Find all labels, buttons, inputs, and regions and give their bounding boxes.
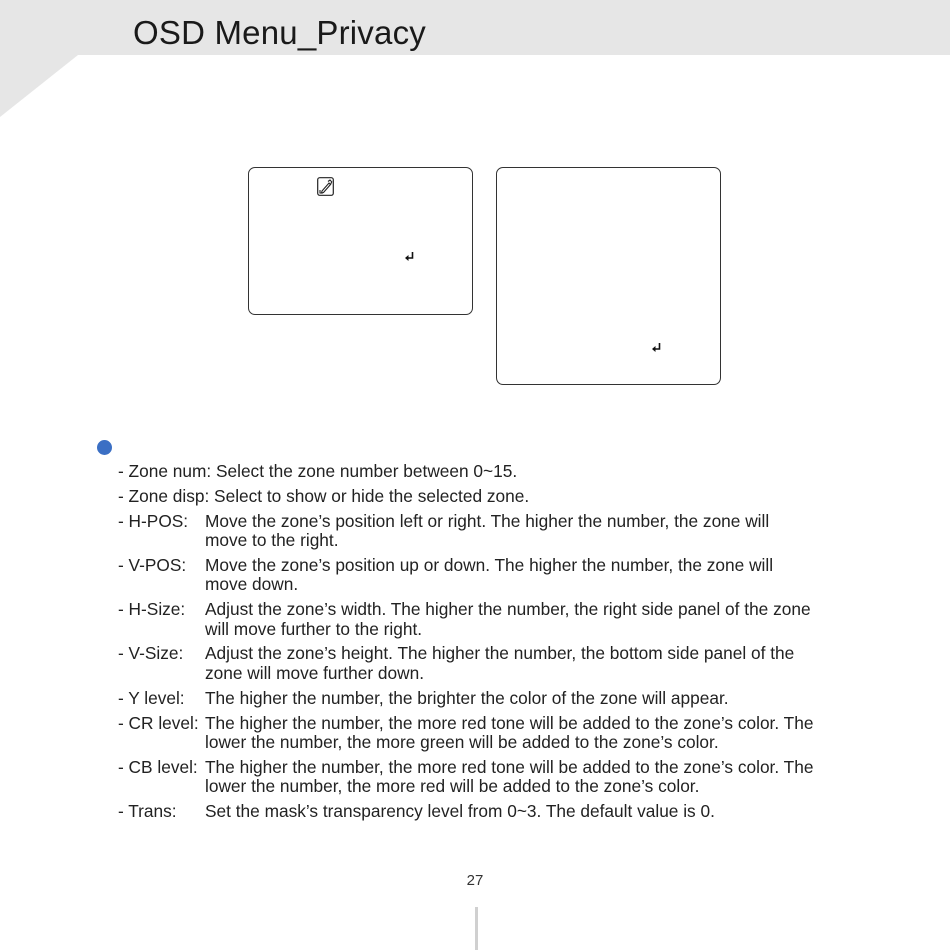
item-label: - CB level: xyxy=(118,756,198,777)
enter-key-icon xyxy=(651,342,662,353)
footer-divider xyxy=(475,907,478,950)
list-item-zone-num xyxy=(118,462,878,482)
section-bullet-icon xyxy=(97,440,112,455)
item-description: The higher the number, the more red tone will be added to the zone’s color. The lower the number, the more green will be added to the zone’s color. xyxy=(205,712,814,753)
enter-key-icon xyxy=(404,251,415,262)
item-description: Adjust the zone’s width. The higher the number, the right side panel of the zone will move further to the right. xyxy=(205,599,811,639)
list-item-cr-level xyxy=(118,714,878,753)
item-label: - V-Size: xyxy=(118,643,184,664)
item-description: The higher the number, the more red tone will be added to the zone’s color. The lower the number, the more red will be added to the zone’s color. xyxy=(205,756,814,797)
item-description: Set the mask’s transparency level from 0~3. The default value is 0. xyxy=(205,801,715,822)
list-item-trans xyxy=(118,802,878,822)
item-label: - Y level: xyxy=(118,687,185,708)
item-label: - CR level: xyxy=(118,712,199,733)
list-item-cb-level xyxy=(118,758,878,797)
item-description: Adjust the zone’s height. The higher the number, the bottom side panel of the zone will move further down. xyxy=(205,643,795,683)
item-label: - Zone disp: Select to show or hide the selected zone. xyxy=(118,485,530,506)
list-item-h-size xyxy=(118,600,878,639)
page-number: 27 xyxy=(466,872,484,889)
list-item-y-level xyxy=(118,689,878,709)
privacy-settings-list xyxy=(118,462,878,827)
item-label: - Zone num: Select the zone number between 0~15. xyxy=(118,461,518,481)
list-item-v-size xyxy=(118,644,878,683)
pen-edit-icon xyxy=(317,177,334,196)
item-description: Move the zone’s position up or down. The higher the number, the zone will move down. xyxy=(205,554,774,595)
page-title: OSD Menu_Privacy xyxy=(133,14,426,51)
osd-menu-screen-privacy xyxy=(248,167,473,315)
osd-menu-screen-privacy-zone xyxy=(496,167,721,385)
list-item-h-pos xyxy=(118,512,878,551)
item-label: - Trans: xyxy=(118,801,177,822)
item-description: The higher the number, the brighter the color of the zone will appear. xyxy=(205,687,729,708)
item-description: Move the zone’s position left or right. The higher the number, the zone will move to the right. xyxy=(205,510,770,551)
item-label: - H-Size: xyxy=(118,599,186,620)
item-label: - V-POS: xyxy=(118,554,187,575)
list-item-v-pos xyxy=(118,556,878,595)
header-corner-decoration xyxy=(0,55,78,117)
list-item-zone-disp xyxy=(118,487,878,507)
item-label: - H-POS: xyxy=(118,510,189,531)
